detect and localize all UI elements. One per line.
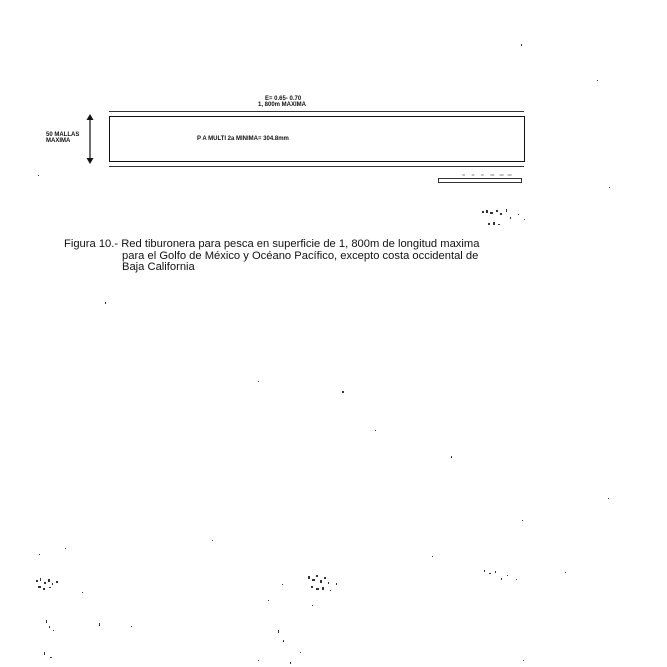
mesh-ratio-label: E= 0.65- 0.70: [265, 96, 302, 102]
mesh-depth-label-line2: MAXIMA: [46, 138, 71, 144]
mesh-size-label: P A MULTI 2a MINIMA= 304.8mm: [197, 136, 289, 142]
caption-line-2: para el Golfo de México y Océano Pacífico, excepto costa occidental de: [122, 249, 479, 262]
net-length-label: 1, 800m MAXIMA: [258, 102, 307, 108]
caption-line-3: Baja California: [122, 261, 195, 273]
caption-line-1: Figura 10.- Red tiburonera para pesca en superficie de 1, 800m de longitud maxima: [64, 238, 480, 250]
mesh-depth-label-line1: 50 MALLAS: [46, 132, 80, 138]
